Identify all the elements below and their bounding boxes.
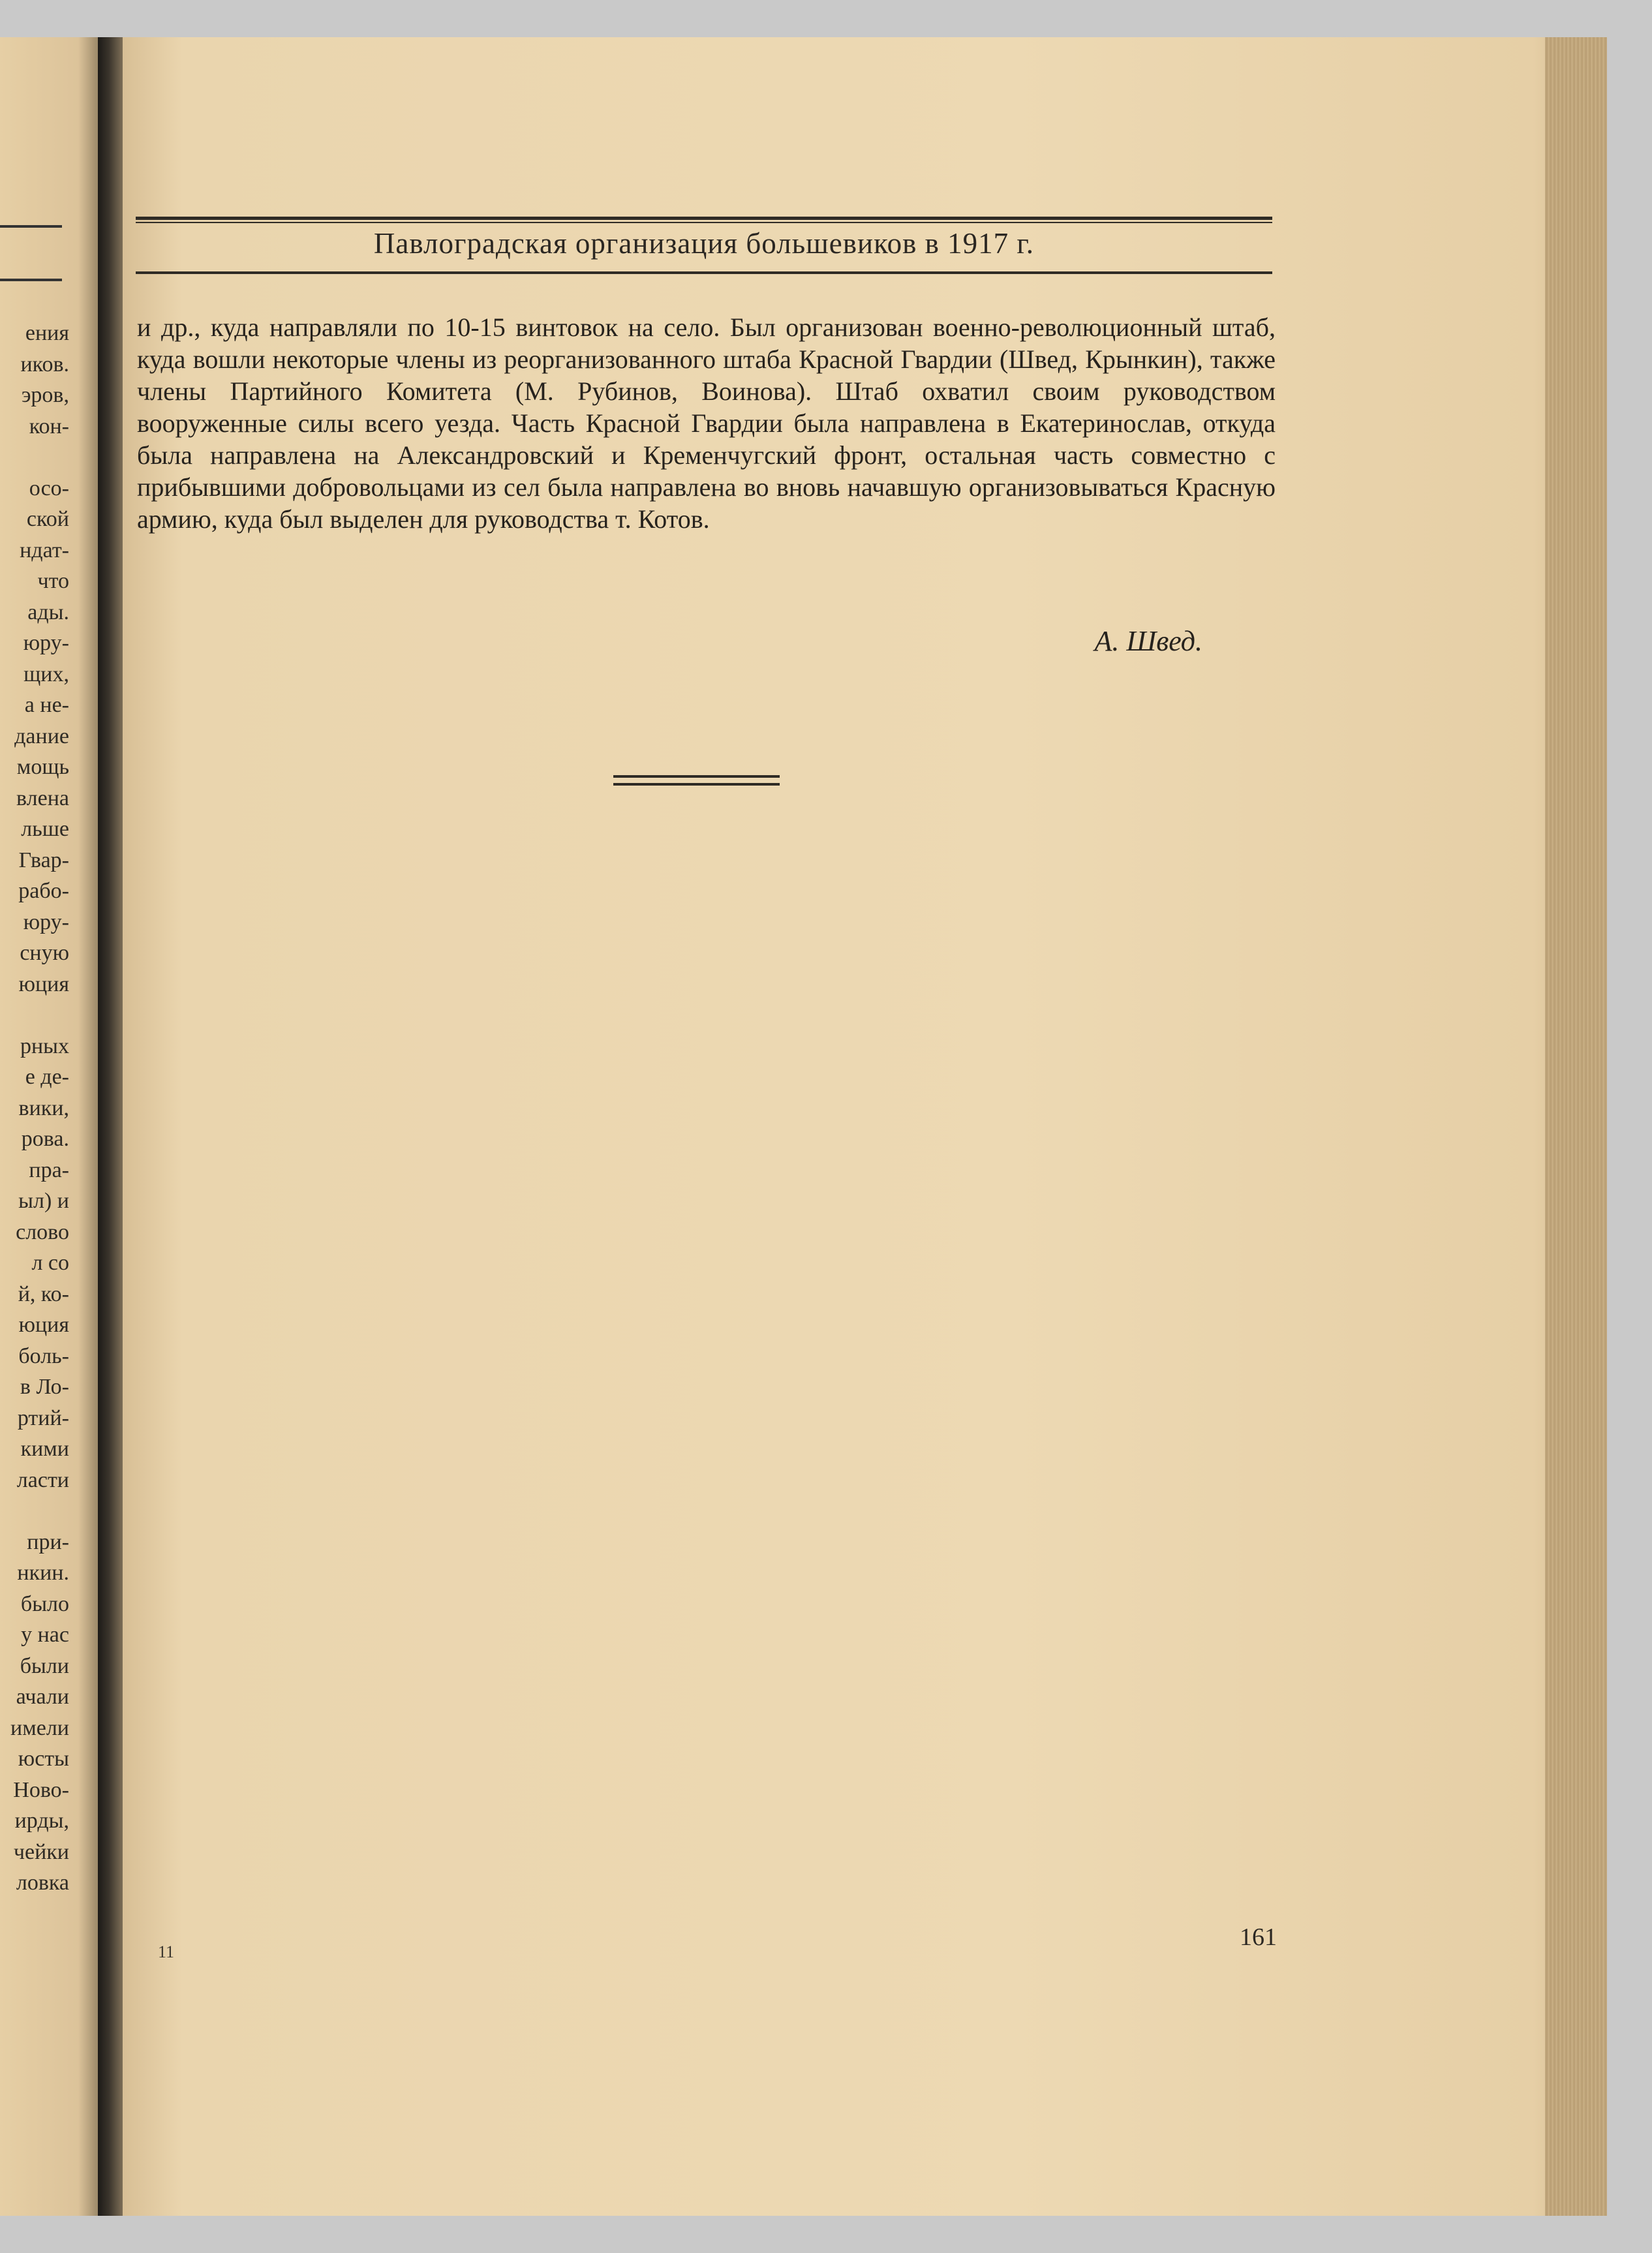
left-page-line-fragment: боль- — [18, 1343, 69, 1368]
left-page-line-fragment: слово — [16, 1219, 69, 1244]
left-header-rule — [0, 225, 62, 228]
left-page-line-fragment: чейки — [13, 1839, 69, 1864]
left-page-line-fragment: что — [37, 569, 69, 593]
left-page-line-fragment: ады. — [27, 600, 69, 624]
ornament-line — [613, 775, 780, 778]
left-page-line-fragment: юсты — [18, 1747, 69, 1771]
left-page-line-fragment: при- — [27, 1529, 69, 1554]
left-page-line-fragment: дание — [14, 724, 69, 748]
left-page-line-fragment: й, ко- — [18, 1281, 69, 1306]
left-page-line-fragment: в Ло- — [20, 1375, 69, 1399]
page-block-edge — [1545, 37, 1607, 2216]
left-page-line-fragment: имели — [10, 1715, 69, 1740]
left-page-line-fragment: льше — [21, 817, 69, 841]
left-page-line-fragment: юру- — [23, 910, 69, 934]
header-rule-top-thin — [136, 222, 1272, 223]
left-page-line-fragment: рабо- — [18, 879, 69, 903]
left-page-line-fragment — [10, 442, 69, 473]
body-text — [137, 311, 1276, 535]
header-rule-top — [136, 217, 1272, 220]
left-page-line-fragment: кими — [20, 1437, 69, 1461]
left-page-line-fragment: юру- — [23, 631, 69, 655]
left-page-line-fragment: ловка — [16, 1871, 69, 1895]
left-page-line-fragment: Ново- — [13, 1777, 69, 1802]
left-page-text-fragments — [10, 318, 69, 1899]
left-page-line-fragment: л со — [31, 1251, 69, 1275]
left-page-line-fragment: а не- — [24, 693, 69, 717]
page-number: 161 — [1240, 1923, 1277, 1951]
left-page-line-fragment: вики, — [18, 1096, 69, 1120]
author-signature: А. Швед. — [1094, 625, 1202, 657]
left-page-line-fragment: влена — [16, 786, 69, 810]
running-head: Павлоградская организация большевиков в 1917 г. — [373, 227, 1035, 260]
scanned-spread — [0, 37, 1607, 2216]
left-page-line-fragment: юция — [18, 1313, 69, 1337]
left-page-line-fragment: иков. — [20, 352, 69, 376]
left-page-line-fragment: е де- — [25, 1065, 69, 1089]
left-page-line-fragment: рных — [20, 1034, 69, 1058]
left-page-line-fragment: ирды, — [14, 1809, 69, 1833]
left-page-line-fragment: пра- — [29, 1157, 69, 1182]
left-page-line-fragment: нкин. — [17, 1561, 69, 1585]
left-page-line-fragment: у нас — [21, 1623, 69, 1647]
left-page-line-fragment: рова. — [21, 1127, 69, 1151]
left-page-line-fragment: ласти — [16, 1467, 69, 1492]
ornament-line — [613, 783, 780, 786]
header-rule-bottom — [136, 271, 1272, 274]
book-gutter — [98, 37, 123, 2216]
left-page-line-fragment: Гвар- — [18, 848, 69, 872]
left-page-line-fragment — [10, 1495, 69, 1527]
left-page-line-fragment: ской — [26, 507, 69, 531]
left-page-line-fragment: сную — [20, 941, 69, 965]
left-page-line-fragment: ыл) и — [18, 1189, 69, 1213]
left-page-line-fragment: ндат- — [20, 538, 69, 562]
left-page-line-fragment: ртий- — [17, 1405, 69, 1430]
left-page-line-fragment: осо- — [29, 476, 69, 500]
left-page-line-fragment: мощь — [16, 755, 69, 779]
left-header-rule — [0, 279, 62, 281]
left-page-line-fragment: кон- — [29, 414, 69, 438]
left-page-line-fragment: ачали — [16, 1685, 69, 1709]
left-page-line-fragment: ения — [25, 321, 69, 345]
left-page-line-fragment: были — [20, 1653, 69, 1678]
paragraph: и др., куда направляли по 10-15 винтовок на село. Был организован военно-революционный штаб, куда вошли некоторые члены из реорганизованного штаба Красной Гвардии (Швед, Крынкин), также члены Партийного Комитета (М. Рубинов, Воинова). Штаб охватил своим руководством вооруженные силы всего уезда. Часть Красной Гвардии была направлена в Екатеринослав, откуда была направлена на Александровский и Кременчугский фронт, остальная часть совместно с прибывшими добровольцами из сел была направлена во вновь начавшую организовываться Красную армию, куда был выделен для руководства т. Котов. — [137, 313, 1276, 534]
left-page-line-fragment: щих, — [23, 662, 69, 686]
left-page-line-fragment — [10, 1000, 69, 1031]
printer-signature-mark: 11 — [158, 1942, 175, 1961]
left-page-line-fragment: юция — [18, 972, 69, 996]
left-page-line-fragment: эров, — [21, 383, 69, 407]
left-page-edge — [0, 37, 98, 2216]
left-page-line-fragment: было — [20, 1591, 69, 1616]
